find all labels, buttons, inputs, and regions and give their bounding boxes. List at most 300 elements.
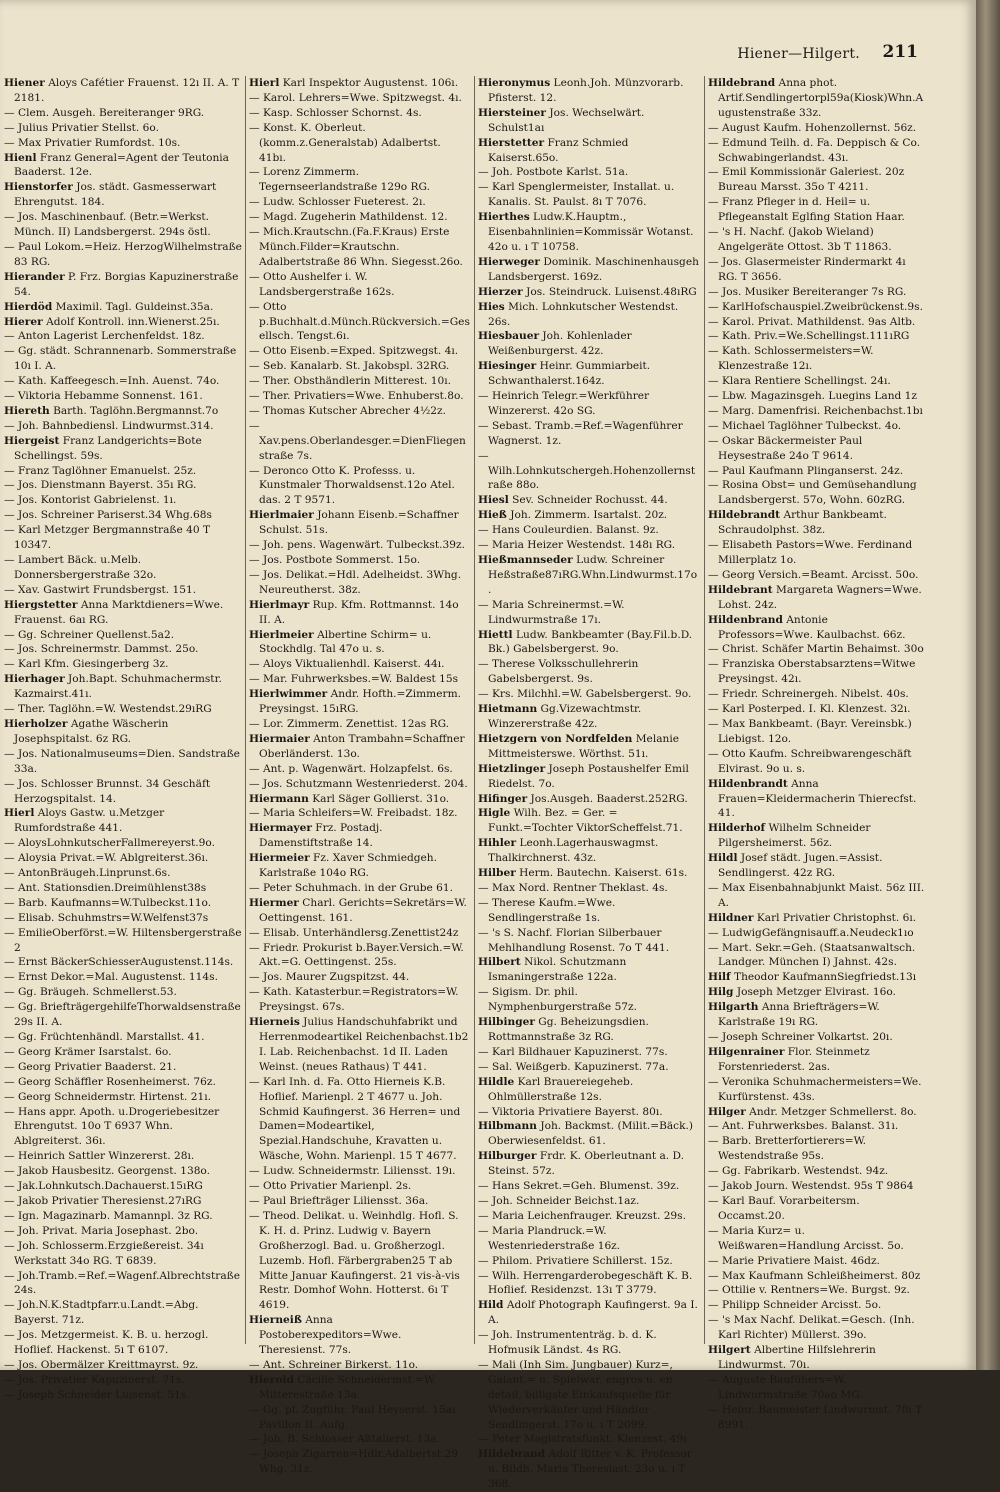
entry-text: — Joh. Bahnbediensl. Lindwurmst.314.	[4, 419, 214, 432]
entry-text: — Konst. K. Oberleut.(komm.z.Generalstab) Adalbertst. 41bı.	[249, 121, 441, 164]
entry-text: — Ludw. Schlosser Fueterest. 2ı.	[249, 196, 426, 209]
directory-entry	[708, 1224, 926, 1254]
entry-text: — Sebast. Tramb.=Ref.=Wagenführer Wagnerst. 1z.	[478, 419, 683, 447]
entry-surname: Hierweger	[478, 255, 540, 268]
directory-entry	[4, 1105, 242, 1150]
entry-surname: Hiettl	[478, 628, 513, 641]
directory-entry	[708, 821, 926, 851]
directory-entry	[478, 732, 700, 762]
entry-text: — Barb. Bretterfortierers=W. Westendstraße 95s.	[708, 1135, 866, 1163]
entry-text: — Kath. Katasterbur.=Registrators=W. Preysingst. 67s.	[249, 986, 459, 1014]
directory-entry	[708, 702, 926, 717]
entry-text: — Therese Volksschullehrerin Gabelsbergerst. 9s.	[478, 658, 639, 686]
directory-entry	[708, 315, 926, 330]
directory-entry	[249, 777, 471, 792]
directory-entry	[249, 598, 471, 628]
entry-text: Ludw. Bankbeamter (Bay.Fil.b.D. Bk.) Gabelsbergerst. 9o.	[488, 628, 693, 656]
directory-entry	[708, 851, 926, 881]
directory-entry	[708, 1119, 926, 1134]
entry-surname: Hies	[478, 300, 505, 313]
entry-text: — Ludw. Schneidermstr. Liliensst. 19ı.	[249, 1165, 456, 1178]
entry-text: — Gg. pf. Zugführ. Paul Heyserst. 15aı Pavillon II. Aufg.	[249, 1403, 456, 1431]
directory-entry	[4, 851, 242, 866]
entry-text: — EmilieOberförst.=W. Hiltensbergerstraße 2	[4, 926, 242, 954]
directory-entry	[249, 1075, 471, 1164]
entry-text: — Ign. Magazinarb. Mamannpl. 3z RG.	[4, 1209, 213, 1222]
directory-entry	[708, 136, 926, 166]
book-page-edge	[976, 0, 1000, 1370]
column-2	[249, 76, 471, 1476]
directory-entry	[478, 985, 700, 1015]
entry-text: — Joh. pens. Wagenwärt. Tulbeckst.39z.	[249, 539, 465, 552]
entry-text: — Ernst Dekor.=Mal. Augustenst. 114s.	[4, 971, 218, 984]
directory-entry	[249, 165, 471, 195]
directory-entry	[249, 732, 471, 762]
directory-entry	[478, 1045, 700, 1060]
entry-text: — Heinrich Sattler Winzererst. 28ı.	[4, 1150, 195, 1163]
entry-surname: Hiereth	[4, 404, 50, 417]
entry-surname: Hildenbrand	[708, 613, 783, 626]
entry-text: Aloys Gastw. u.Metzger Rumfordstraße 441.	[14, 807, 165, 835]
entry-surname: Hierhager	[4, 673, 65, 686]
entry-text: Arthur Bankbeamt. Schraudolphst. 38z.	[718, 509, 887, 537]
directory-entry	[4, 1388, 242, 1403]
entry-text: — Seb. Kanalarb. St. Jakobspl. 32RG.	[249, 360, 450, 373]
directory-entry	[708, 165, 926, 195]
directory-entry	[249, 1432, 471, 1447]
directory-entry	[478, 419, 700, 449]
entry-text: — Klara Rentiere Schellingst. 24ı.	[708, 375, 891, 388]
directory-entry	[249, 762, 471, 777]
directory-entry	[478, 1328, 700, 1358]
directory-entry	[4, 955, 242, 970]
directory-entry	[4, 628, 242, 643]
entry-text: — Maria Schleifers=W. Freibadst. 18z.	[249, 807, 458, 820]
directory-entry	[478, 165, 700, 180]
directory-entry	[478, 1075, 700, 1105]
entry-text: Jos. Steindruck. Luisenst.48ıRG	[526, 285, 697, 298]
directory-entry	[478, 836, 700, 866]
directory-entry	[249, 225, 471, 270]
entry-text: — Christ. Schäfer Martin Behaimst. 30o	[708, 643, 924, 656]
directory-entry	[249, 210, 471, 225]
entry-text: — Peter Schuhmach. in der Grube 61.	[249, 881, 454, 894]
directory-entry	[4, 583, 242, 598]
entry-text: — Karl Posterped. I. Kl. Klenzest. 32ı.	[708, 703, 911, 716]
entry-text: Anna Postoberexpeditors=Wwe. Theresienst. 77s.	[259, 1314, 402, 1357]
entry-text: Josef städt. Jugen.=Assist. Sendlingerst. 42z RG.	[718, 852, 883, 880]
entry-surname: Hilbert	[478, 956, 521, 969]
directory-entry	[249, 553, 471, 568]
directory-entry	[4, 240, 242, 270]
entry-text: Adolf Photograph Kaufingerst. 9a I. A.	[488, 1299, 698, 1327]
entry-surname: Hiergeist	[4, 434, 60, 447]
entry-surname: Hierander	[4, 270, 65, 283]
directory-entry	[249, 300, 471, 345]
directory-entry	[478, 389, 700, 419]
directory-entry	[478, 136, 700, 166]
directory-entry	[708, 1254, 926, 1269]
directory-entry	[708, 1179, 926, 1194]
entry-text: — Gg. BriefträgergehilfeThorwaldsenstraße 29s II. A.	[4, 1001, 241, 1029]
entry-text: Adolf Kontroll. inn.Wienerst.25ı.	[46, 315, 220, 328]
directory-entry	[478, 628, 700, 658]
directory-entry	[4, 329, 242, 344]
directory-entry	[4, 270, 242, 300]
entry-text: — Gg. städt. Schrannenarb. Sommerstraße 10ı I. A.	[4, 345, 237, 373]
directory-entry	[249, 76, 471, 91]
directory-entry	[708, 374, 926, 389]
directory-entry	[249, 1447, 471, 1477]
entry-text: Flor. Steinmetz Forstenriederst. 2as.	[718, 1045, 870, 1073]
entry-text: Joh.Bapt. Schuhmachermstr. Kazmairst.41ı.	[14, 673, 222, 701]
entry-text: — Kath. Schlossermeisters=W. Klenzestraße 12ı.	[708, 345, 874, 373]
directory-entry	[249, 106, 471, 121]
entry-surname: Hilbinger	[478, 1016, 535, 1029]
directory-entry	[708, 329, 926, 344]
entry-text: — Otto Kaufm. Schreibwarengeschäft Elvirast. 9o u. s.	[708, 747, 912, 775]
directory-entry	[249, 1403, 471, 1433]
column-rule	[245, 76, 246, 1344]
directory-entry	[249, 970, 471, 985]
entry-text: — Peter Magistratsfunkt. Klenzest. 49ı	[478, 1433, 687, 1446]
entry-text: — Max Privatier Rumfordst. 10s.	[4, 136, 181, 149]
directory-entry	[4, 180, 242, 210]
entry-text: Jos. städt. Gasmesserwart Ehrengutst. 184.	[14, 181, 217, 209]
column-1	[4, 76, 242, 1401]
directory-entry	[4, 1373, 242, 1388]
directory-entry	[708, 195, 926, 225]
directory-entry	[708, 121, 926, 136]
page-header	[0, 42, 918, 68]
entry-text: Joh. Backmst. (Milit.=Bäck.) Oberwiesenfeldst. 61.	[488, 1120, 694, 1148]
page-number: 211	[882, 42, 918, 62]
directory-entry	[478, 1358, 700, 1433]
directory-entry	[708, 508, 926, 538]
directory-entry	[249, 359, 471, 374]
entry-text: — Joh. B. Schlosser Aßtallerst. 13a.	[249, 1433, 441, 1446]
directory-entry	[4, 76, 242, 106]
entry-text: — Philom. Privatiere Schillerst. 15z.	[478, 1254, 673, 1267]
entry-surname: Hildl	[708, 852, 738, 865]
entry-surname: Hierthes	[478, 211, 530, 224]
entry-text: — Franz Pfleger in d. Heil= u. Pflegeanstalt Eglfing Station Haar.	[708, 196, 905, 224]
entry-text: — Jos. Schutzmann Westenriederst. 204.	[249, 777, 468, 790]
entry-text: — Hans appr. Apoth. u.Drogeriebesitzer Ehrengutst. 10o T 6937 Whn. Ablgreiterst. 36ı.	[4, 1105, 220, 1148]
directory-entry	[4, 866, 242, 881]
directory-entry	[478, 687, 700, 702]
entry-text: — Friedr. Prokurist b.Bayer.Versich.=W. Akt.=G. Oettingenst. 25s.	[249, 941, 464, 969]
entry-text: — Paul Lokom.=Heiz. HerzogWilhelmstraße 83 RG.	[4, 240, 242, 268]
directory-entry	[4, 434, 242, 464]
entry-surname: Hifinger	[478, 792, 528, 805]
entry-surname: Hiesbauer	[478, 330, 540, 343]
entry-text: — Elisabeth Pastors=Wwe. Ferdinand Millerplatz 1o.	[708, 539, 913, 566]
entry-text: — Franz Taglöhner Emanuelst. 25z.	[4, 464, 197, 477]
directory-entry	[708, 687, 926, 702]
entry-text: — Maria Kurz= u. Weißwaren=Handlung Arcisst. 5o.	[708, 1224, 904, 1252]
entry-surname: Hierdöd	[4, 300, 53, 313]
entry-text: — LudwigGefängnisauff.a.Neudeck1ıo	[708, 926, 914, 939]
entry-text: — Ant. Schreiner Birkerst. 11o.	[249, 1358, 419, 1371]
directory-entry	[478, 955, 700, 985]
entry-text: P. Frz. Borgias Kapuzinerstraße 54.	[14, 270, 239, 298]
directory-entry	[4, 1075, 242, 1090]
entry-text: — Karol. Privat. Mathildenst. 9as Altb.	[708, 315, 916, 328]
directory-entry	[478, 493, 700, 508]
directory-entry	[4, 553, 242, 583]
entry-surname: Hieß	[478, 509, 507, 522]
directory-entry	[4, 464, 242, 479]
entry-surname: Hierlmaier	[249, 509, 314, 522]
entry-text: Franz Landgerichts=Bote Schellingst. 59s.	[14, 434, 202, 462]
entry-text: — Karl Spenglermeister, Installat. u. Kanalis. St. Paulst. 8ı T 7076.	[478, 181, 675, 209]
directory-entry	[478, 1269, 700, 1299]
entry-text: — August Kaufm. Hohenzollernst. 56z.	[708, 121, 917, 134]
directory-entry	[708, 985, 926, 1000]
entry-surname: Hiersteiner	[478, 106, 547, 119]
entry-text: — Karl Kfm. Giesingerberg 3z.	[4, 658, 169, 671]
entry-text: — Wilh.Lohnkutschergeh.Hohenzollernstraße 88o.	[478, 449, 696, 492]
directory-entry	[249, 508, 471, 538]
directory-entry	[249, 687, 471, 717]
entry-surname: Hietzlinger	[478, 762, 546, 775]
entry-text: — Jakob Hausbesitz. Georgenst. 138o.	[4, 1165, 210, 1178]
directory-entry	[4, 1060, 242, 1075]
directory-entry	[708, 419, 926, 434]
entry-text: — Franziska Oberstabsarztens=Witwe Preysingst. 42ı.	[708, 658, 916, 686]
directory-entry	[249, 881, 471, 896]
directory-entry	[249, 1015, 471, 1075]
directory-entry	[4, 344, 242, 374]
entry-surname: Hiener	[4, 77, 45, 89]
entry-text: Leonh.Joh. Münzvorarb. Pfisterst. 12.	[488, 77, 684, 104]
directory-entry	[249, 806, 471, 821]
directory-entry	[4, 1149, 242, 1164]
entry-surname: Hilger	[708, 1105, 746, 1118]
entry-text: — Max Nord. Rentner Theklast. 4s.	[478, 881, 668, 894]
entry-surname: Hierneis	[249, 1016, 300, 1029]
directory-entry	[249, 1209, 471, 1313]
directory-entry	[4, 777, 242, 807]
entry-text: Mich. Lohnkutscher Westendst. 26s.	[488, 300, 679, 328]
entry-text: — Joh. Instrumententräg. b. d. K. Hofmusik Ländst. 4s RG.	[478, 1329, 657, 1357]
entry-surname: Hiergstetter	[4, 598, 78, 611]
entry-text: Antonie Professors=Wwe. Kaulbachst. 66z.	[718, 613, 906, 641]
entry-surname: Hilgarth	[708, 1001, 759, 1014]
entry-text: — Auguste Baufühers=W. Lindwurmstraße 70ao MG.	[708, 1373, 863, 1401]
directory-entry	[708, 881, 926, 911]
directory-entry	[708, 1343, 926, 1373]
directory-entry	[4, 493, 242, 508]
entry-text: Ludw.K.Hauptm., Eisenbahnlinien=Kommissär Wotanst. 42o u. ı T 10758.	[488, 211, 694, 253]
directory-entry	[478, 449, 700, 494]
directory-entry	[4, 970, 242, 985]
directory-entry	[478, 1060, 700, 1075]
entry-surname: Hienl	[4, 151, 37, 164]
entry-text: Jos. Wechselwärt. Schulst1aı	[488, 106, 645, 134]
directory-entry	[708, 1269, 926, 1284]
directory-entry	[249, 404, 471, 419]
directory-entry	[4, 747, 242, 777]
entry-text: — Jakob Journ. Westendst. 95s T 9864	[708, 1180, 914, 1193]
directory-entry	[249, 851, 471, 881]
entry-text: — Ther. Privatiers=Wwe. Enhuberst.8o.	[249, 390, 464, 403]
directory-entry	[249, 538, 471, 553]
directory-entry	[478, 1298, 700, 1328]
entry-text: Anna Frauen=Kleidermacherin Thierecfst. 41.	[718, 777, 917, 820]
directory-entry	[478, 300, 700, 330]
directory-entry	[708, 1075, 926, 1105]
column-rule	[474, 76, 475, 1344]
directory-entry	[708, 344, 926, 374]
entry-surname: Hierlwimmer	[249, 688, 328, 701]
entry-text: — Ant. p. Wagenwärt. Holzapfelst. 6s.	[249, 762, 453, 775]
directory-entry	[4, 1209, 242, 1224]
directory-entry	[478, 1447, 700, 1492]
entry-surname: Hilburger	[478, 1150, 537, 1163]
entry-text: — Lorenz Zimmerm. Tegernseerlandstraße 129o RG.	[249, 166, 430, 194]
entry-text: — Mich.Krautschn.(Fa.F.Kraus) Erste Münch.Filder=Krautschn. Adalbertstraße 86 Whn. Siegesst.26o.	[249, 226, 463, 268]
entry-text: — Aloys Viktualienhdl. Kaiserst. 44ı.	[249, 658, 445, 671]
entry-text: — Ant. Stationsdien.Dreimühlenst38s	[4, 881, 207, 894]
directory-entry	[249, 985, 471, 1015]
directory-entry	[478, 523, 700, 538]
directory-entry	[249, 389, 471, 404]
entry-text: — Georg Schäffler Rosenheimerst. 76z.	[4, 1075, 216, 1088]
directory-entry	[249, 91, 471, 106]
entry-text: — Max Kaufmann Schleißheimerst. 80z	[708, 1269, 921, 1282]
column-rule	[704, 76, 705, 1344]
directory-entry	[249, 374, 471, 389]
entry-text: — Friedr. Schreinergeh. Nibelst. 40s.	[708, 688, 909, 701]
entry-text: — Karl Bildhauer Kapuzinerst. 77s.	[478, 1045, 668, 1058]
entry-surname: Hildner	[708, 911, 754, 924]
directory-entry	[478, 1254, 700, 1269]
entry-text: — Ottilie v. Rentners=We. Burgst. 9z.	[708, 1284, 910, 1297]
entry-surname: Hihler	[478, 837, 517, 850]
entry-surname: Hierzer	[478, 285, 523, 298]
directory-entry	[4, 881, 242, 896]
directory-entry	[478, 806, 700, 836]
directory-entry	[4, 717, 242, 747]
entry-text: Barth. Taglöhn.Bergmannst.7o	[53, 404, 219, 417]
entry-text: Joh. Kohlenlader Weißenburgerst. 42z.	[488, 330, 632, 358]
directory-entry	[708, 1194, 926, 1224]
entry-surname: Hierholzer	[4, 717, 68, 730]
directory-entry	[4, 1179, 242, 1194]
entry-text: — Joseph Schreiner Volkartst. 20ı.	[708, 1031, 893, 1043]
entry-text: — Oskar Bäckermeister Paul Heysestraße 24o T 9614.	[708, 434, 863, 462]
directory-entry	[4, 210, 242, 240]
directory-entry	[708, 1313, 926, 1343]
entry-text: Leonh.Lagerhauswagmst. Thalkirchnerst. 43z.	[488, 837, 659, 865]
directory-entry	[478, 1194, 700, 1209]
directory-entry	[708, 538, 926, 568]
entry-text: Karl Brauereiegeheb. Ohlmüllerstraße 12s.	[488, 1075, 634, 1103]
directory-entry	[478, 76, 700, 106]
directory-entry	[4, 374, 242, 389]
entry-text: — Karl Bauf. Vorarbeitersm. Occamst.20.	[708, 1194, 860, 1222]
directory-entry	[4, 1269, 242, 1299]
directory-entry	[249, 896, 471, 926]
directory-entry	[4, 1194, 242, 1209]
directory-entry	[478, 702, 700, 732]
directory-entry	[708, 285, 926, 300]
entry-text: — Joh.Tramb.=Ref.=Wagenf.Albrechtstraße 24s.	[4, 1269, 240, 1297]
directory-entry	[249, 821, 471, 851]
entry-text: Johann Eisenb.=Schaffner Schulst. 51s.	[259, 509, 459, 537]
directory-entry	[4, 478, 242, 493]
entry-text: — Lbw. Magazinsgeh. Luegins Land 1z	[708, 390, 917, 403]
entry-text: — 's S. Nachf. Florian Silberbauer Mehlhandlung Rosenst. 7o T 441.	[478, 926, 670, 954]
directory-entry	[478, 255, 700, 285]
directory-entry	[249, 344, 471, 359]
entry-text: Karl Säger Gollierst. 31o.	[312, 792, 450, 805]
entry-text: Karl Privatier Christophst. 6ı.	[756, 911, 917, 924]
entry-text: — Joh. Schlosserm.Erzgießereist. 34ı Werkstatt 34o RG. T 6839.	[4, 1239, 204, 1267]
directory-entry	[708, 478, 926, 508]
entry-text: — Aloysia Privat.=W. Ablgreiterst.36ı.	[4, 852, 209, 865]
directory-entry	[708, 1403, 926, 1433]
entry-text: — Jos. Postbote Sommerst. 15o.	[249, 554, 421, 566]
entry-text: — Joseph Schneider Luisenst. 51s.	[4, 1388, 190, 1401]
directory-entry	[708, 1030, 926, 1045]
entry-surname: Hierneiß	[249, 1314, 302, 1327]
directory-entry	[4, 389, 242, 404]
entry-text: — Jos. Schreinermstr. Dammst. 25o.	[4, 643, 199, 656]
entry-text: — AloysLohnkutscherFallmereyerst.9o.	[4, 837, 215, 850]
entry-text: Herm. Bautechn. Kaiserst. 61s.	[519, 867, 688, 880]
directory-entry	[708, 434, 926, 464]
entry-surname: Hilbmann	[478, 1120, 537, 1133]
entry-text: — Karl Metzger Bergmannstraße 40 T 10347.	[4, 524, 211, 552]
entry-surname: Hildle	[478, 1075, 515, 1088]
entry-surname: Hießmannseder	[478, 554, 573, 566]
directory-entry	[249, 1194, 471, 1209]
entry-text: — Thomas Kutscher Abrecher 4½2z.	[249, 404, 446, 417]
entry-surname: Hild	[478, 1299, 504, 1312]
directory-entry	[4, 911, 242, 926]
directory-entry	[249, 121, 471, 166]
directory-entry	[478, 1149, 700, 1179]
entry-text: — Ther. Taglöhn.=W. Westendst.29ıRG	[4, 703, 212, 716]
entry-text: — Jos. Nationalmuseums=Dien. Sandstraße 33a.	[4, 747, 240, 775]
entry-text: Anna phot. Artif.Sendlingertorpl59a(Kiosk)Whn.Augustenstraße 33z.	[718, 77, 924, 119]
directory-entry	[478, 881, 700, 896]
entry-text: Andr. Hofth.=Zimmerm. Preysingst. 15ıRG.	[259, 688, 461, 716]
column-4	[708, 76, 926, 1431]
entry-text: — Joseph Zigarren=Hdlr.Adalbertst.29 Whg. 31z.	[249, 1448, 458, 1476]
directory-entry	[249, 657, 471, 672]
directory-entry	[249, 941, 471, 971]
directory-entry	[478, 598, 700, 628]
entry-text: — Philipp Schneider Arcisst. 5o.	[708, 1299, 882, 1312]
directory-entry	[478, 106, 700, 136]
entry-text: — Georg Schneidermstr. Hirtenst. 21ı.	[4, 1090, 211, 1103]
directory-entry	[4, 404, 242, 419]
entry-text: — Julius Privatier Stellst. 6o.	[4, 121, 159, 134]
entry-text: — Rosina Obst= und Gemüsehandlung Landsbergerst. 57o, Wohn. 60zRG.	[708, 479, 917, 507]
entry-surname: Hierer	[4, 315, 43, 328]
directory-entry	[708, 717, 926, 747]
directory-entry	[4, 1224, 242, 1239]
directory-entry	[4, 926, 242, 956]
entry-surname: Hiesl	[478, 494, 509, 507]
entry-text: — Max Bankbeamt. (Bayr. Vereinsbk.) Liebigst. 12o.	[708, 717, 912, 745]
entry-text: — Otto Privatier Marienpl. 2s.	[249, 1180, 412, 1193]
directory-entry	[708, 1045, 926, 1075]
